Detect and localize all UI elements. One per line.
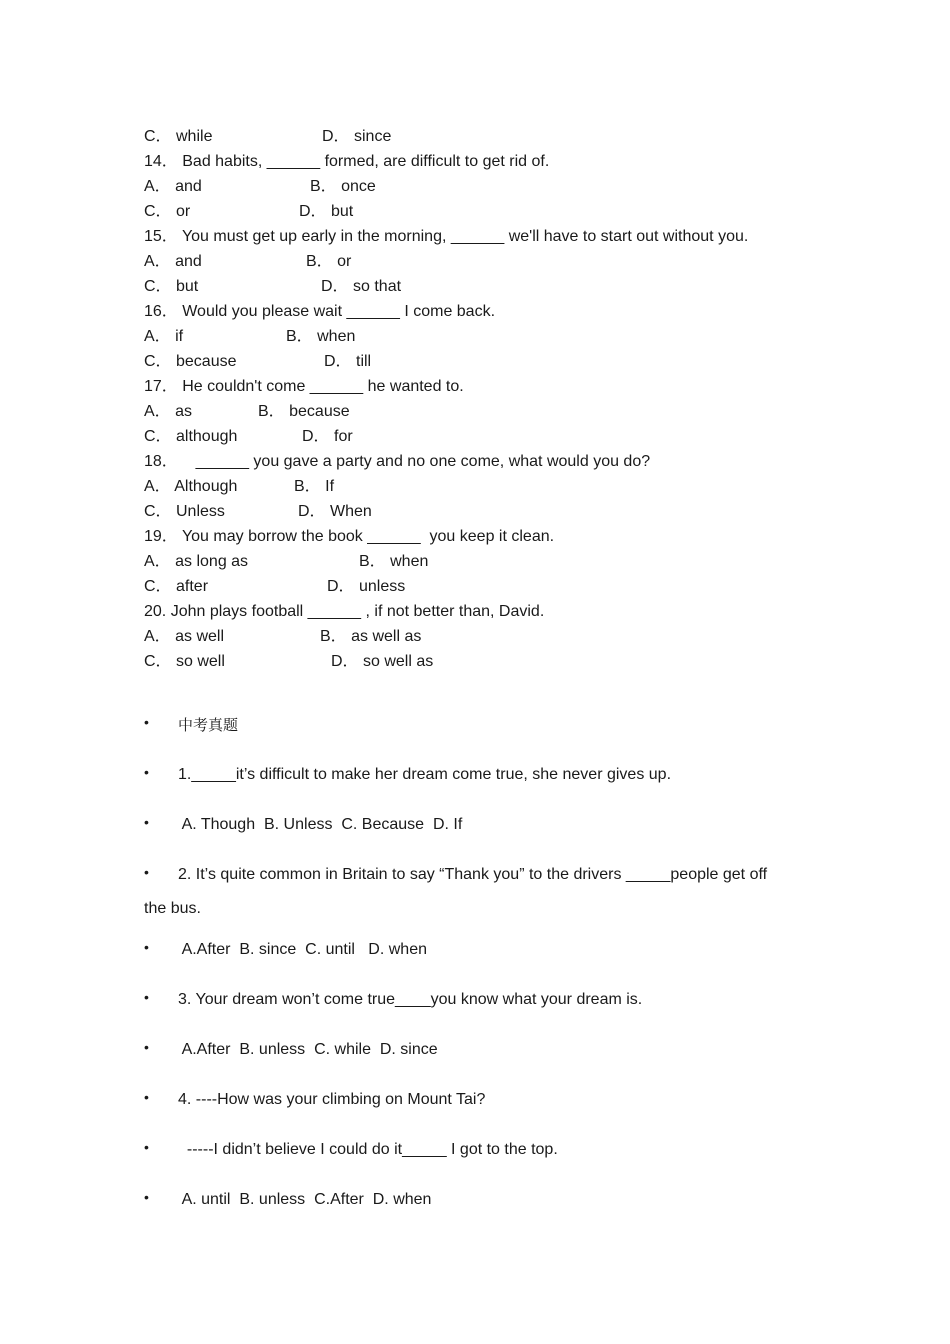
option-line: A． and <box>144 178 202 195</box>
option-line: D． for <box>302 428 353 445</box>
option-line: C． Unless <box>144 503 225 520</box>
option-line: C． or <box>144 203 191 220</box>
option-line: B． when <box>359 553 429 570</box>
question-14: 14． Bad habits, ______ formed, are difficult to get rid of. <box>144 153 550 170</box>
list-item: A.After B. unless C. while D. since <box>178 1041 438 1058</box>
option-line: B． If <box>294 478 335 495</box>
option-line: A． Although <box>144 478 238 495</box>
list-item-continuation: the bus. <box>144 900 201 917</box>
bullet-icon: • <box>144 864 149 880</box>
question-16: 16． Would you please wait ______ I come back. <box>144 303 496 320</box>
option-line: B． once <box>310 178 376 195</box>
option-line: A． as <box>144 403 193 420</box>
option-line: C． although <box>144 428 238 445</box>
question-18: 18． ______ you gave a party and no one come, what would you do? <box>144 453 651 470</box>
bullet-icon: • <box>144 939 149 955</box>
list-item: 1._____it’s difficult to make her dream come true, she never gives up. <box>178 766 672 783</box>
list-item: A. until B. unless C.After D. when <box>178 1191 432 1208</box>
option-line: B． because <box>258 403 350 420</box>
option-line: A． as well <box>144 628 225 645</box>
option-line: C． while <box>144 128 213 145</box>
question-20: 20. John plays football ______ , if not better than, David. <box>144 603 545 620</box>
option-line: B． when <box>286 328 356 345</box>
section-heading: 中考真题 <box>178 716 239 734</box>
option-line: C． because <box>144 353 237 370</box>
bullet-icon: • <box>144 1039 149 1055</box>
option-line: D． till <box>324 353 372 370</box>
option-line: D． so well as <box>331 653 434 670</box>
bullet-icon: • <box>144 1189 149 1205</box>
option-line: D． but <box>299 203 354 220</box>
option-line: A． if <box>144 328 184 345</box>
bullet-icon: • <box>144 1089 149 1105</box>
list-item: 2. It’s quite common in Britain to say “Thank you” to the drivers _____people get off <box>178 866 768 883</box>
option-line: A． and <box>144 253 202 270</box>
option-line: D． since <box>322 128 392 145</box>
list-item: -----I didn’t believe I could do it_____ I got to the top. <box>178 1141 558 1158</box>
bullet-icon: • <box>144 1139 149 1155</box>
option-line: B． or <box>306 253 352 270</box>
option-line: D． When <box>298 503 372 520</box>
bullet-icon: • <box>144 814 149 830</box>
bullet-icon: • <box>144 764 149 780</box>
option-line: D． so that <box>321 278 402 295</box>
question-15: 15． You must get up early in the morning, ______ we'll have to start out without you. <box>144 228 749 245</box>
bullet-icon: • <box>144 714 149 730</box>
bullet-icon: • <box>144 989 149 1005</box>
option-line: C． but <box>144 278 199 295</box>
option-line: D． unless <box>327 578 406 595</box>
question-19: 19． You may borrow the book ______ you keep it clean. <box>144 528 555 545</box>
option-line: C． after <box>144 578 209 595</box>
list-item: A.After B. since C. until D. when <box>178 941 427 958</box>
option-line: B． as well as <box>320 628 422 645</box>
option-line: A． as long as <box>144 553 249 570</box>
list-item: A. Though B. Unless C. Because D. If <box>178 816 463 833</box>
list-item: 4. ----How was your climbing on Mount Tai? <box>178 1091 486 1108</box>
list-item: 3. Your dream won’t come true____you know what your dream is. <box>178 991 643 1008</box>
question-17: 17． He couldn't come ______ he wanted to. <box>144 378 464 395</box>
option-line: C． so well <box>144 653 225 670</box>
